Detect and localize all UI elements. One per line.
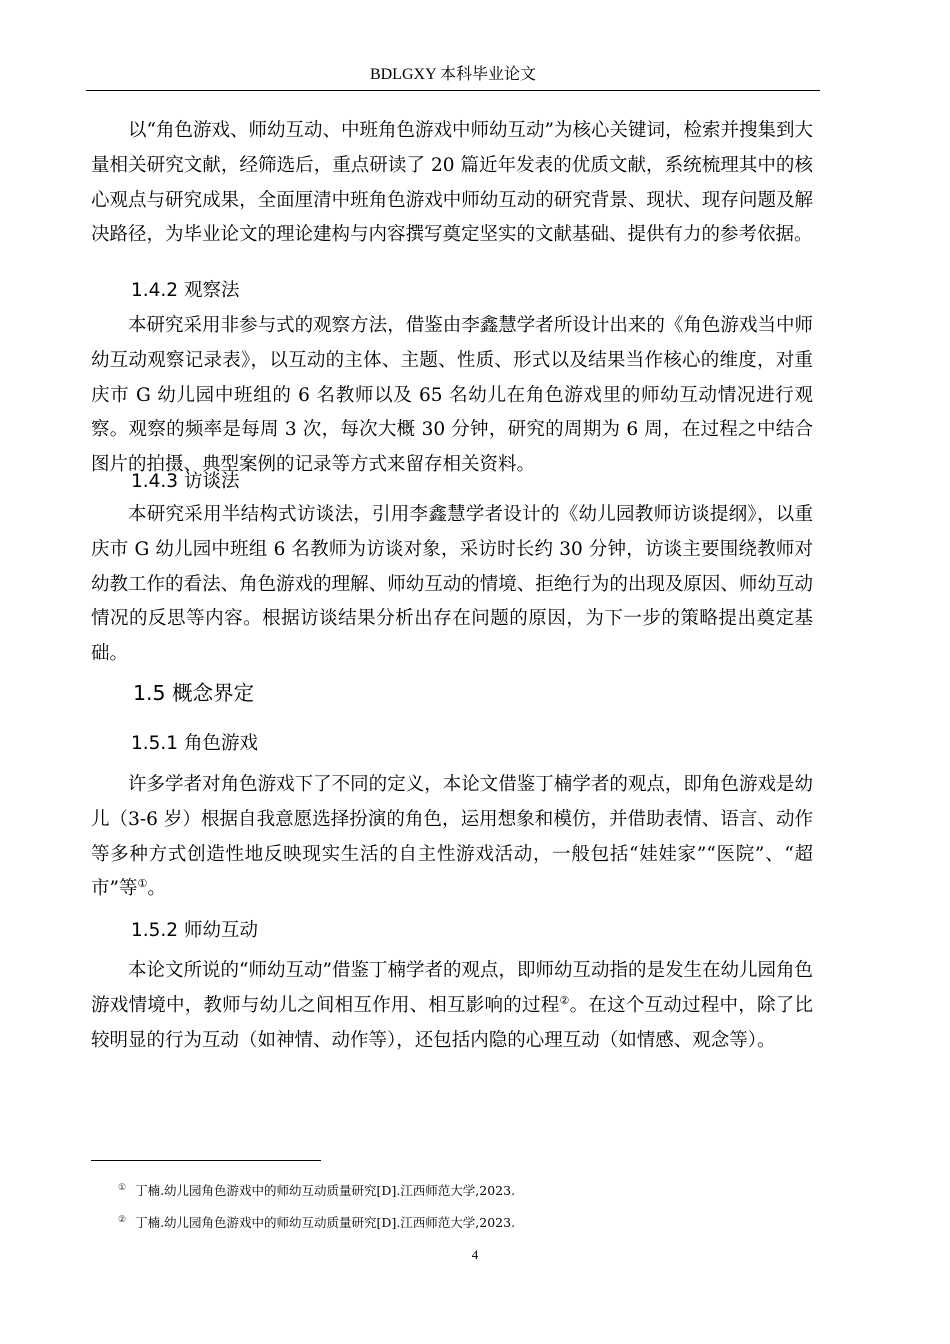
paragraph-interaction-definition [91, 954, 813, 1058]
page-number: 4 [471, 1247, 479, 1262]
footnote-2 [118, 1211, 515, 1232]
footnote-1-text: 丁楠.幼儿园角色游戏中的师幼互动质量研究[D].江西师范大学,2023. [135, 1183, 516, 1199]
header-divider [86, 90, 820, 91]
paragraph-role-play-definition [91, 768, 813, 907]
footnote-ref-1[interactable]: ① [137, 877, 148, 891]
paragraph-role-play-text: 许多学者对角色游戏下了不同的定义，本论文借鉴丁楠学者的观点，即角色游戏是幼儿（3-6 岁）根据自我意愿选择扮演的角色，运用想象和模仿，并借助表情、语言、动作等多种方式创造性地反映现实生活的自主性游戏活动，一般包括“娃娃家”“医院”、“超市”等 [91, 774, 813, 900]
paragraph-interaction-text: 本论文所说的“师幼互动”借鉴丁楠学者的观点，即师幼互动指的是发生在幼儿园角色游戏情境中，教师与幼儿之间相互作用、相互影响的过程 [91, 960, 813, 1016]
heading-teacher-child-interaction: 1.5.2 师幼互动 [131, 920, 258, 941]
paragraph-interview-method: 本研究采用半结构式访谈法，引用李鑫慧学者设计的《幼儿园教师访谈提纲》，以重庆市 G 幼儿园中班组 6 名教师为访谈对象，采访时长约 30 分钟，访谈主要围绕教师对幼教工作的看法、角色游戏的理解、师幼互动的情境、拒绝行为的出现及原因、师幼互动情况的反思等内容。根据访谈结果分析出存在问题的原因，为下一步的策略提出奠定基础。 [91, 504, 813, 665]
footnote-ref-2[interactable]: ② [559, 993, 570, 1007]
footnote-divider [91, 1160, 321, 1161]
footnote-2-mark: ② [118, 1215, 127, 1225]
heading-interview-method: 1.4.3 访谈法 [131, 471, 240, 492]
heading-observation-method: 1.4.2 观察法 [131, 280, 240, 301]
paragraph-interaction-end: 。在这个互动过程中，除了比较明显的行为互动（如神情、动作等），还包括内隐的心理互动（如情感、观念等）。 [91, 994, 813, 1051]
heading-role-play: 1.5.1 角色游戏 [131, 733, 258, 754]
paragraph-role-play-end: 。 [147, 878, 166, 900]
heading-concept-definition: 1.5 概念界定 [133, 681, 255, 705]
footnote-1-mark: ① [118, 1183, 127, 1193]
footnote-2-text: 丁楠.幼儿园角色游戏中的师幼互动质量研究[D].江西师范大学,2023. [135, 1215, 516, 1231]
page-header: BDLGXY 本科毕业论文 [369, 66, 537, 83]
paragraph-literature-method: 以“角色游戏、师幼互动、中班角色游戏中师幼互动”为核心关键词，检索并搜集到大量相关研究文献，经筛选后，重点研读了 20 篇近年发表的优质文献，系统梳理其中的核心观点与研究成果，全面厘清中班角色游戏中师幼互动的研究背景、现状、现存问题及解决路径，为毕业论文的理论建构与内容撰写奠定坚实的文献基础、提供有力的参考依据。 [91, 120, 813, 246]
footnote-1 [118, 1179, 515, 1200]
paragraph-observation-method: 本研究采用非参与式的观察方法，借鉴由李鑫慧学者所设计出来的《角色游戏当中师幼互动观察记录表》，以互动的主体、主题、性质、形式以及结果当作核心的维度，对重庆市 G 幼儿园中班组的 6 名教师以及 65 名幼儿在角色游戏里的师幼互动情况进行观察。观察的频率是每周 3 次，每次大概 30 分钟，研究的周期为 6 周，在过程之中结合图片的拍摄、典型案例的记录等方式来留存相关资料。 [91, 315, 813, 476]
